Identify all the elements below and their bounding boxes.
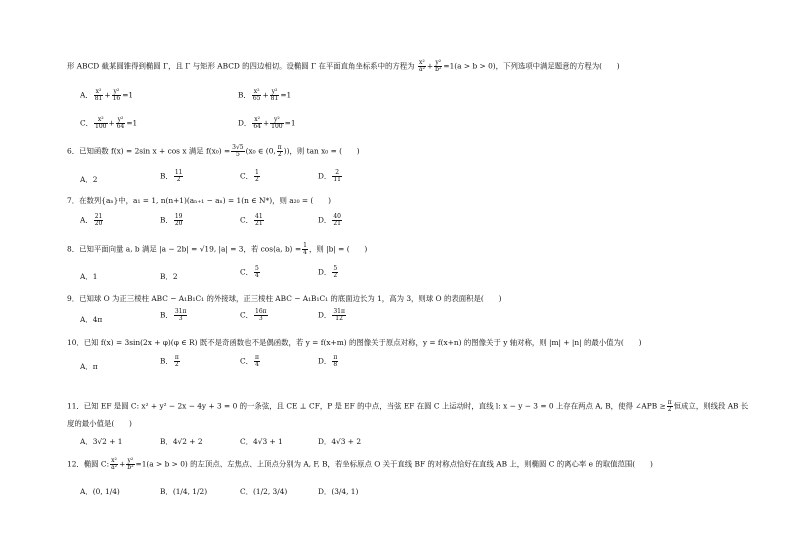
frac-num: y² xyxy=(117,116,124,123)
option-label: C． xyxy=(80,118,94,128)
frac-den: 100 xyxy=(95,123,107,130)
fraction xyxy=(174,309,188,322)
frac-den: 16 xyxy=(112,95,121,102)
option-label: C． xyxy=(240,215,254,225)
fraction xyxy=(277,145,283,158)
fraction xyxy=(418,60,426,73)
frac-num: 1 xyxy=(303,242,307,249)
frac-num: 21 xyxy=(94,213,103,220)
question-8 xyxy=(67,243,367,256)
frac-num: 5 xyxy=(333,265,338,272)
frac-num: x² xyxy=(94,117,107,124)
frac-den: 21 xyxy=(255,220,263,227)
frac-num: π xyxy=(255,354,259,361)
option-b: B． $\frac{\text{x²}}{65}$ + $\frac{\text{y²}}{81}$ =1 xyxy=(238,88,292,102)
intro-text-b: ，下列选项中满足题意的方程为( ) xyxy=(495,61,620,71)
option-a: A．4π xyxy=(80,315,103,324)
fraction xyxy=(94,89,104,102)
frac-den: 4 xyxy=(255,272,259,279)
question-6 xyxy=(67,145,360,158)
fraction xyxy=(667,400,673,413)
option-a: A．(0, 1/4) xyxy=(80,487,120,496)
frac-den: 81 xyxy=(270,95,279,102)
frac-num: y² xyxy=(270,117,283,124)
frac-num: y² xyxy=(435,59,442,66)
option-label: C． xyxy=(240,310,254,320)
option-c: C．(1/2, 3/4) xyxy=(240,487,288,496)
q11-text-a: 11．已知 EF 是圆 C: x² + y² − 2x − 4y + 3 = 0 的一条弦，且 CE ⊥ CF，P 是 EF 的中点，当弦 EF 在圆 C 上运动时，直线 l: x − y − 3 = 0 上存在两点 A, B，使得 ∠APB ≥ xyxy=(67,401,666,411)
option-d: D．4√3 + 2 xyxy=(318,437,362,446)
frac-den: 3 xyxy=(258,315,263,322)
frac-den: 2 xyxy=(255,176,259,183)
intro-text-a: 形 ABCD 截某圆锥得到椭圆 Γ，且 Γ 与矩形 ABCD 的四边相切。设椭圆 Γ 在平面直角坐标系中的方程为 xyxy=(67,61,415,71)
frac-den: 2 xyxy=(277,151,282,158)
fraction xyxy=(270,117,283,130)
option-label: B． xyxy=(160,215,173,225)
option-c xyxy=(240,355,261,368)
frac-den: a² xyxy=(418,66,425,73)
frac-num: 19 xyxy=(174,213,183,220)
frac-num: 31π xyxy=(174,308,187,315)
option-b xyxy=(160,170,184,183)
option-b xyxy=(160,214,184,227)
option-c: C．4√3 + 1 xyxy=(240,437,283,446)
frac-den: b² xyxy=(435,66,442,73)
option-label: B． xyxy=(160,356,173,366)
option-c xyxy=(240,309,269,322)
option-d xyxy=(318,214,343,227)
eq-rest: =1 xyxy=(280,90,292,100)
option-a: A．π xyxy=(80,362,98,371)
option-a xyxy=(80,214,104,227)
fraction xyxy=(231,145,244,158)
q6-mid: (x₀ ∈ (0, xyxy=(245,146,276,156)
frac-den: 11 xyxy=(333,176,341,183)
fraction xyxy=(126,458,134,471)
option-a: A．2 xyxy=(80,175,98,184)
fraction xyxy=(254,309,268,322)
question-intro: 形 ABCD 截某圆锥得到椭圆 Γ，且 Γ 与矩形 ABCD 的四边相切。设椭圆 Γ 在平面直角坐标系中的方程为 $\frac{\text{x²}}{\text{a²}}$ + $\frac{\text{y²}}{\text{b²}}$ =1(a > b > 0)，下列选项中满足题意的方程为( ) xyxy=(67,59,620,73)
frac-den: 2 xyxy=(174,361,179,368)
option-d xyxy=(318,266,339,279)
option-d xyxy=(318,355,339,368)
option-label: C． xyxy=(240,171,254,181)
frac-num: x² xyxy=(111,457,117,464)
option-label: A． xyxy=(80,90,93,100)
fraction xyxy=(332,266,338,279)
option-label: D． xyxy=(318,310,332,320)
option-d: D． $\frac{\text{x²}}{64}$ + $\frac{\text{y²}}{100}$ =1 xyxy=(238,116,296,130)
frac-den: 4 xyxy=(303,249,307,256)
option-label: D． xyxy=(318,171,332,181)
frac-num: 5 xyxy=(255,265,259,272)
frac-num: 11 xyxy=(174,169,183,176)
option-a: A． $\frac{\text{x²}}{81}$ + $\frac{\text{y²}}{16}$ =1 xyxy=(80,88,134,102)
option-label: D． xyxy=(238,118,252,128)
fraction xyxy=(270,89,280,102)
frac-num: 2 xyxy=(332,170,342,177)
q11-text-b: 恒成立，则线段 AB 长 xyxy=(673,401,749,411)
frac-den: 64 xyxy=(116,123,125,130)
question-11-cont: 度的最小值是( ) xyxy=(67,419,132,428)
frac-den: 64 xyxy=(253,123,261,130)
option-a: A．3√2 + 1 xyxy=(80,437,123,446)
frac-num: π xyxy=(277,144,282,151)
option-b xyxy=(160,309,188,322)
q6-prefix: 6．已知函数 f(x) = 2sin x + cos x 满足 f(x₀) = xyxy=(67,146,231,156)
frac-num: y² xyxy=(127,457,134,464)
frac-num: π xyxy=(174,354,179,361)
frac-den: 2 xyxy=(667,406,672,413)
frac-den: b² xyxy=(127,464,134,471)
option-label: B． xyxy=(238,90,251,100)
option-b xyxy=(160,355,181,368)
eq-rest: =1 xyxy=(284,118,296,128)
frac-den: 65 xyxy=(252,95,261,102)
frac-num: x² xyxy=(419,59,425,66)
question-7: 7．在数列{aₙ}中，a₁ = 1, n(n+1)(aₙ₊₁ − aₙ) = 1(n ∈ N*)，则 a₂₀ = ( ) xyxy=(67,196,331,205)
fraction xyxy=(254,214,264,227)
fraction xyxy=(332,309,346,322)
fraction xyxy=(252,117,262,130)
fraction xyxy=(254,355,260,368)
frac-den: 81 xyxy=(94,95,103,102)
frac-den: a² xyxy=(111,464,118,471)
q8-suffix: ，则 |b| = ( ) xyxy=(308,244,368,254)
option-label: D． xyxy=(318,215,332,225)
fraction xyxy=(254,170,260,183)
option-c xyxy=(240,214,265,227)
option-label: A． xyxy=(80,215,93,225)
q8-prefix: 8．已知平面向量 a, b 满足 |a − 2b| = √19, |a| = 3，若 cos⟨a, b⟩ = xyxy=(67,244,302,254)
option-label: C． xyxy=(240,267,254,277)
frac-den: 2 xyxy=(176,176,181,183)
option-label: D． xyxy=(318,356,332,366)
frac-num: y² xyxy=(271,88,278,95)
frac-den: 100 xyxy=(271,123,283,130)
option-label: B． xyxy=(160,171,173,181)
q12-suffix: =1(a > b > 0) 的左顶点、左焦点、上顶点分别为 A, F, B，若坐标原点 O 关于直线 BF 的对称点恰好在直线 AB 上，则椭圆 C 的离心率 e 的取值范围( ) xyxy=(135,459,653,469)
fraction xyxy=(110,458,118,471)
question-10: 10．已知 f(x) = 3sin(2x + φ)(φ ∈ R) 既不是奇函数也不是偶函数，若 y = f(x+m) 的图像关于原点对称，y = f(x+n) 的图像关于 y 轴对称，则 |m| + |n| 的最小值为( ) xyxy=(67,338,642,347)
option-d xyxy=(318,170,343,183)
option-label: B． xyxy=(160,310,173,320)
option-a: A．1 xyxy=(80,272,98,281)
frac-num: 16π xyxy=(255,308,267,315)
frac-num: 40 xyxy=(333,213,341,220)
option-b: B．4√2 + 2 xyxy=(160,437,203,446)
frac-den: 5 xyxy=(235,151,240,158)
frac-num: 31π xyxy=(333,308,345,315)
option-c xyxy=(240,266,261,279)
fraction xyxy=(254,266,260,279)
option-b: B．(1/4, 1/2) xyxy=(160,487,208,496)
frac-num: 41 xyxy=(255,213,263,220)
eq-rest: =1 xyxy=(122,90,134,100)
option-label: D． xyxy=(318,267,332,277)
fraction xyxy=(174,170,184,183)
question-9: 9．已知球 O 为正三棱柱 ABC − A₁B₁C₁ 的外接球，正三棱柱 ABC − A₁B₁C₁ 的底面边长为 1，高为 3，则球 O 的表面积是( ) xyxy=(67,294,502,303)
frac-num: x² xyxy=(254,116,261,123)
fraction xyxy=(434,60,442,73)
option-b: B．2 xyxy=(160,272,178,281)
q12-prefix: 12．椭圆 C: xyxy=(67,459,110,469)
option-d xyxy=(318,309,347,322)
frac-den: 2 xyxy=(333,272,338,279)
fraction xyxy=(332,214,342,227)
frac-den: 4 xyxy=(255,361,259,368)
fraction xyxy=(174,214,184,227)
option-d: D．(3/4, 1) xyxy=(318,487,359,496)
frac-den: 12 xyxy=(335,315,343,322)
option-label: C． xyxy=(240,356,254,366)
fraction xyxy=(302,243,308,256)
fraction xyxy=(252,89,262,102)
option-c xyxy=(240,170,261,183)
fraction xyxy=(116,117,126,130)
frac-den: 21 xyxy=(333,220,341,227)
fraction xyxy=(332,170,342,183)
eq-rest: =1 xyxy=(126,118,138,128)
frac-den: 8 xyxy=(333,361,338,368)
fraction xyxy=(174,355,180,368)
frac-num: π xyxy=(667,399,672,406)
frac-num: 1 xyxy=(255,169,259,176)
question-12: 12．椭圆 C: $\frac{\text{x²}}{\text{a²}}$ + $\frac{\text{y²}}{\text{b²}}$ =1(a > b > 0) 的左顶点、左焦点、上顶点分别为 A, F, B，若坐标原点 O 关于直线 BF 的对称点恰好在直线 AB 上，则椭圆 C 的离心率 e 的取值范围( ) xyxy=(67,457,653,471)
option-c: C． $\frac{\text{x²}}{100}$ + $\frac{\text{y²}}{64}$ =1 xyxy=(80,116,138,130)
frac-den: 20 xyxy=(94,220,103,227)
fraction xyxy=(332,355,338,368)
frac-num: π xyxy=(333,354,338,361)
question-11 xyxy=(67,400,748,413)
frac-den: 3 xyxy=(178,315,183,322)
fraction xyxy=(94,214,104,227)
frac-den: 20 xyxy=(174,220,183,227)
fraction xyxy=(112,89,122,102)
eq-rest: =1(a > b > 0) xyxy=(443,61,496,71)
q6-suffix: ))，则 tan x₀ = ( ) xyxy=(283,146,360,156)
fraction xyxy=(94,117,107,130)
frac-num: x² xyxy=(95,88,102,95)
frac-num: x² xyxy=(253,88,260,95)
frac-num: y² xyxy=(113,88,120,95)
frac-num: 3√5 xyxy=(232,144,244,151)
